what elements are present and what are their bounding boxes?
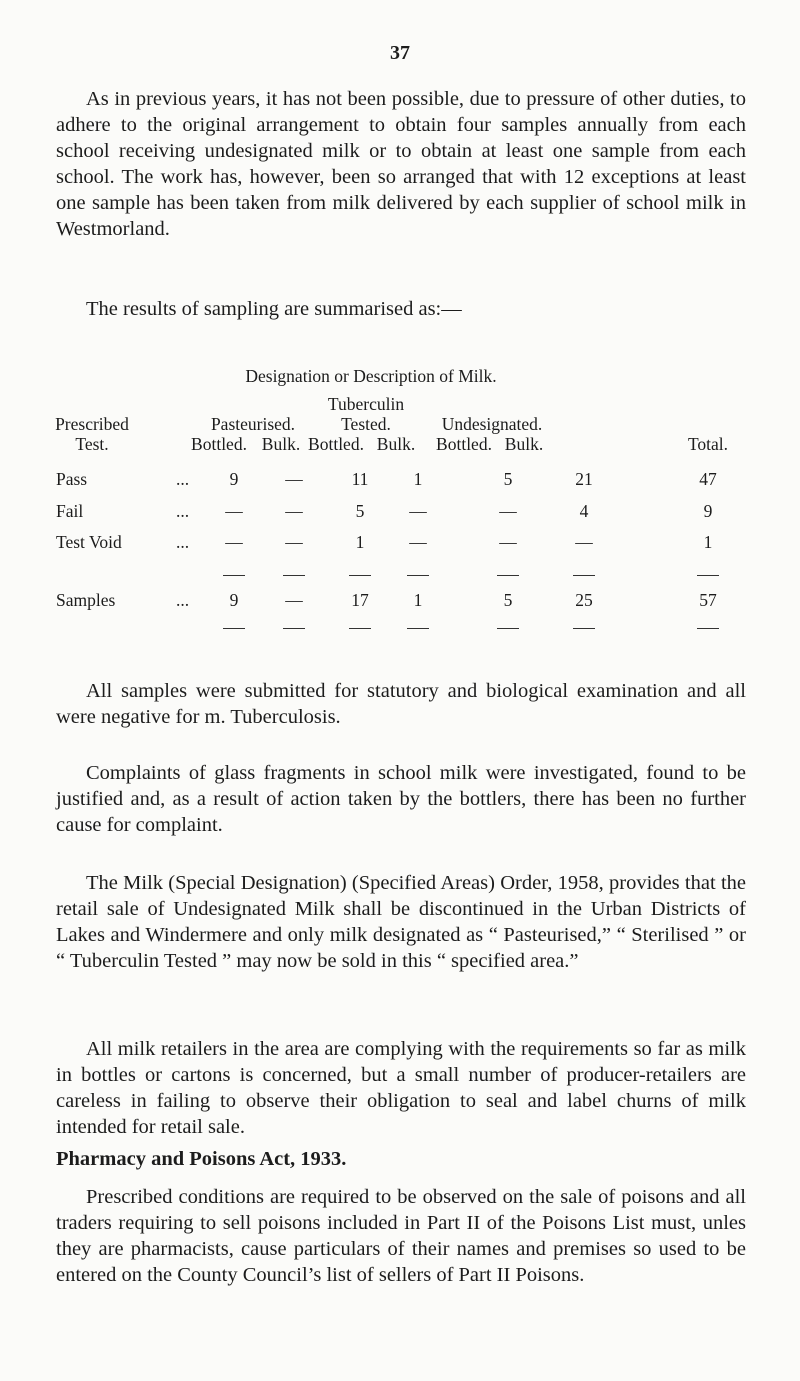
table-rule (697, 628, 719, 629)
table-rule (407, 575, 429, 576)
cell-pass-tuberculin-bottled: 11 (351, 469, 369, 489)
section-heading-pharmacy: Pharmacy and Poisons Act, 1933. (56, 1148, 347, 1170)
row-dots: ... (176, 469, 190, 489)
cell-void-total: 1 (703, 532, 713, 552)
table-rule (223, 575, 245, 576)
cell-void-pasteurised-bottled: — (225, 532, 243, 552)
subheader-tuberculin-bulk: Bulk. (376, 434, 416, 454)
header-undesignated: Undesignated. (441, 414, 543, 434)
subheader-undesignated-bottled: Bottled. (436, 434, 492, 454)
cell-pass-undesignated-bulk: 21 (575, 469, 593, 489)
subheader-pasteurised-bottled: Bottled. (191, 434, 247, 454)
row-dots: ... (176, 532, 190, 552)
cell-pass-pasteurised-bulk: — (285, 469, 303, 489)
table-rule (497, 575, 519, 576)
cell-void-tuberculin-bulk: — (409, 532, 427, 552)
cell-void-tuberculin-bottled: 1 (355, 532, 365, 552)
paragraph-retailers: All milk retailers in the area are complying with the requirements so far as milk in bottles or cartons is concerned, but a small number of producer-retailers are careless in failing to observe their obligation to seal and label churns of milk intended for retail sale. (56, 1038, 746, 1138)
cell-total-undesignated-bottled: 5 (503, 590, 513, 610)
header-test: Test. (75, 434, 109, 454)
paragraph-summary-intro: The results of sampling are summarised as:— (86, 298, 462, 320)
cell-total-pasteurised-bottled: 9 (229, 590, 239, 610)
cell-pass-tuberculin-bulk: 1 (413, 469, 423, 489)
cell-fail-tuberculin-bulk: — (409, 501, 427, 521)
cell-void-undesignated-bulk: — (575, 532, 593, 552)
cell-total-tuberculin-bottled: 17 (351, 590, 369, 610)
cell-total-total: 57 (699, 590, 717, 610)
paragraph-milk-order: The Milk (Special Designation) (Specified Areas) Order, 1958, provides that the retail sale of Undesignated Milk shall be discontinued in the Urban Districts of Lakes and Windermere and only milk designated as “ Pasteurised,” “ Sterilised ” or “ Tuberculin Tested ” may now be sold in this “ specified area.” (56, 872, 746, 972)
table-group-title: Designation or Description of Milk. (245, 366, 497, 386)
table-rule (283, 628, 305, 629)
subheader-pasteurised-bulk: Bulk. (261, 434, 301, 454)
cell-void-pasteurised-bulk: — (285, 532, 303, 552)
row-dots: ... (176, 501, 190, 521)
paragraph-glass-complaints: Complaints of glass fragments in school milk were investigated, found to be justified and, as a result of action taken by the bottlers, there has been no further cause for complaint. (56, 762, 746, 836)
cell-fail-pasteurised-bottled: — (225, 501, 243, 521)
paragraph-sampling-arrangements: As in previous years, it has not been possible, due to pressure of other duties, to adhere to the original arrangement to obtain four samples annually from each school receiving undesignated milk or to obtain at least one sample from each school. The work has, however, been so arranged that with 12 exceptions at least one sample has been taken from milk delivered by each supplier of school milk in Westmorland. (56, 88, 746, 240)
cell-total-undesignated-bulk: 25 (575, 590, 593, 610)
header-tested: Tested. (341, 414, 391, 434)
paragraph-examination-results: All samples were submitted for statutory and biological examination and all were negative for m. Tuberculosis. (56, 680, 746, 728)
cell-fail-undesignated-bulk: 4 (579, 501, 589, 521)
cell-fail-undesignated-bottled: — (499, 501, 517, 521)
subheader-undesignated-bulk: Bulk. (504, 434, 544, 454)
row-label-pass: Pass (56, 469, 88, 489)
row-label-samples: Samples (56, 590, 116, 610)
table-rule (283, 575, 305, 576)
row-label-test-void: Test Void (56, 532, 122, 552)
cell-void-undesignated-bottled: — (499, 532, 517, 552)
cell-fail-tuberculin-bottled: 5 (355, 501, 365, 521)
cell-total-pasteurised-bulk: — (285, 590, 303, 610)
table-rule (407, 628, 429, 629)
cell-fail-total: 9 (703, 501, 713, 521)
cell-fail-pasteurised-bulk: — (285, 501, 303, 521)
table-rule (573, 575, 595, 576)
cell-total-tuberculin-bulk: 1 (413, 590, 423, 610)
table-rule (497, 628, 519, 629)
row-dots: ... (176, 590, 190, 610)
header-pasteurised: Pasteurised. (210, 414, 296, 434)
table-rule (697, 575, 719, 576)
cell-pass-pasteurised-bottled: 9 (229, 469, 239, 489)
header-tuberculin: Tuberculin (327, 394, 405, 414)
row-label-fail: Fail (56, 501, 84, 521)
cell-pass-total: 47 (699, 469, 717, 489)
table-rule (349, 575, 371, 576)
table-rule (223, 628, 245, 629)
table-rule (349, 628, 371, 629)
page-number: 37 (390, 42, 410, 64)
subheader-tuberculin-bottled: Bottled. (308, 434, 364, 454)
header-prescribed: Prescribed (55, 414, 129, 434)
header-total: Total. (687, 434, 729, 454)
table-rule (573, 628, 595, 629)
paragraph-poisons: Prescribed conditions are required to be observed on the sale of poisons and all traders requiring to sell poisons included in Part II of the Poisons List must, unles they are pharmacists, cause particulars of their names and premises so used to be entered on the County Council’s list of sellers of Part II Poisons. (56, 1186, 746, 1286)
cell-pass-undesignated-bottled: 5 (503, 469, 513, 489)
